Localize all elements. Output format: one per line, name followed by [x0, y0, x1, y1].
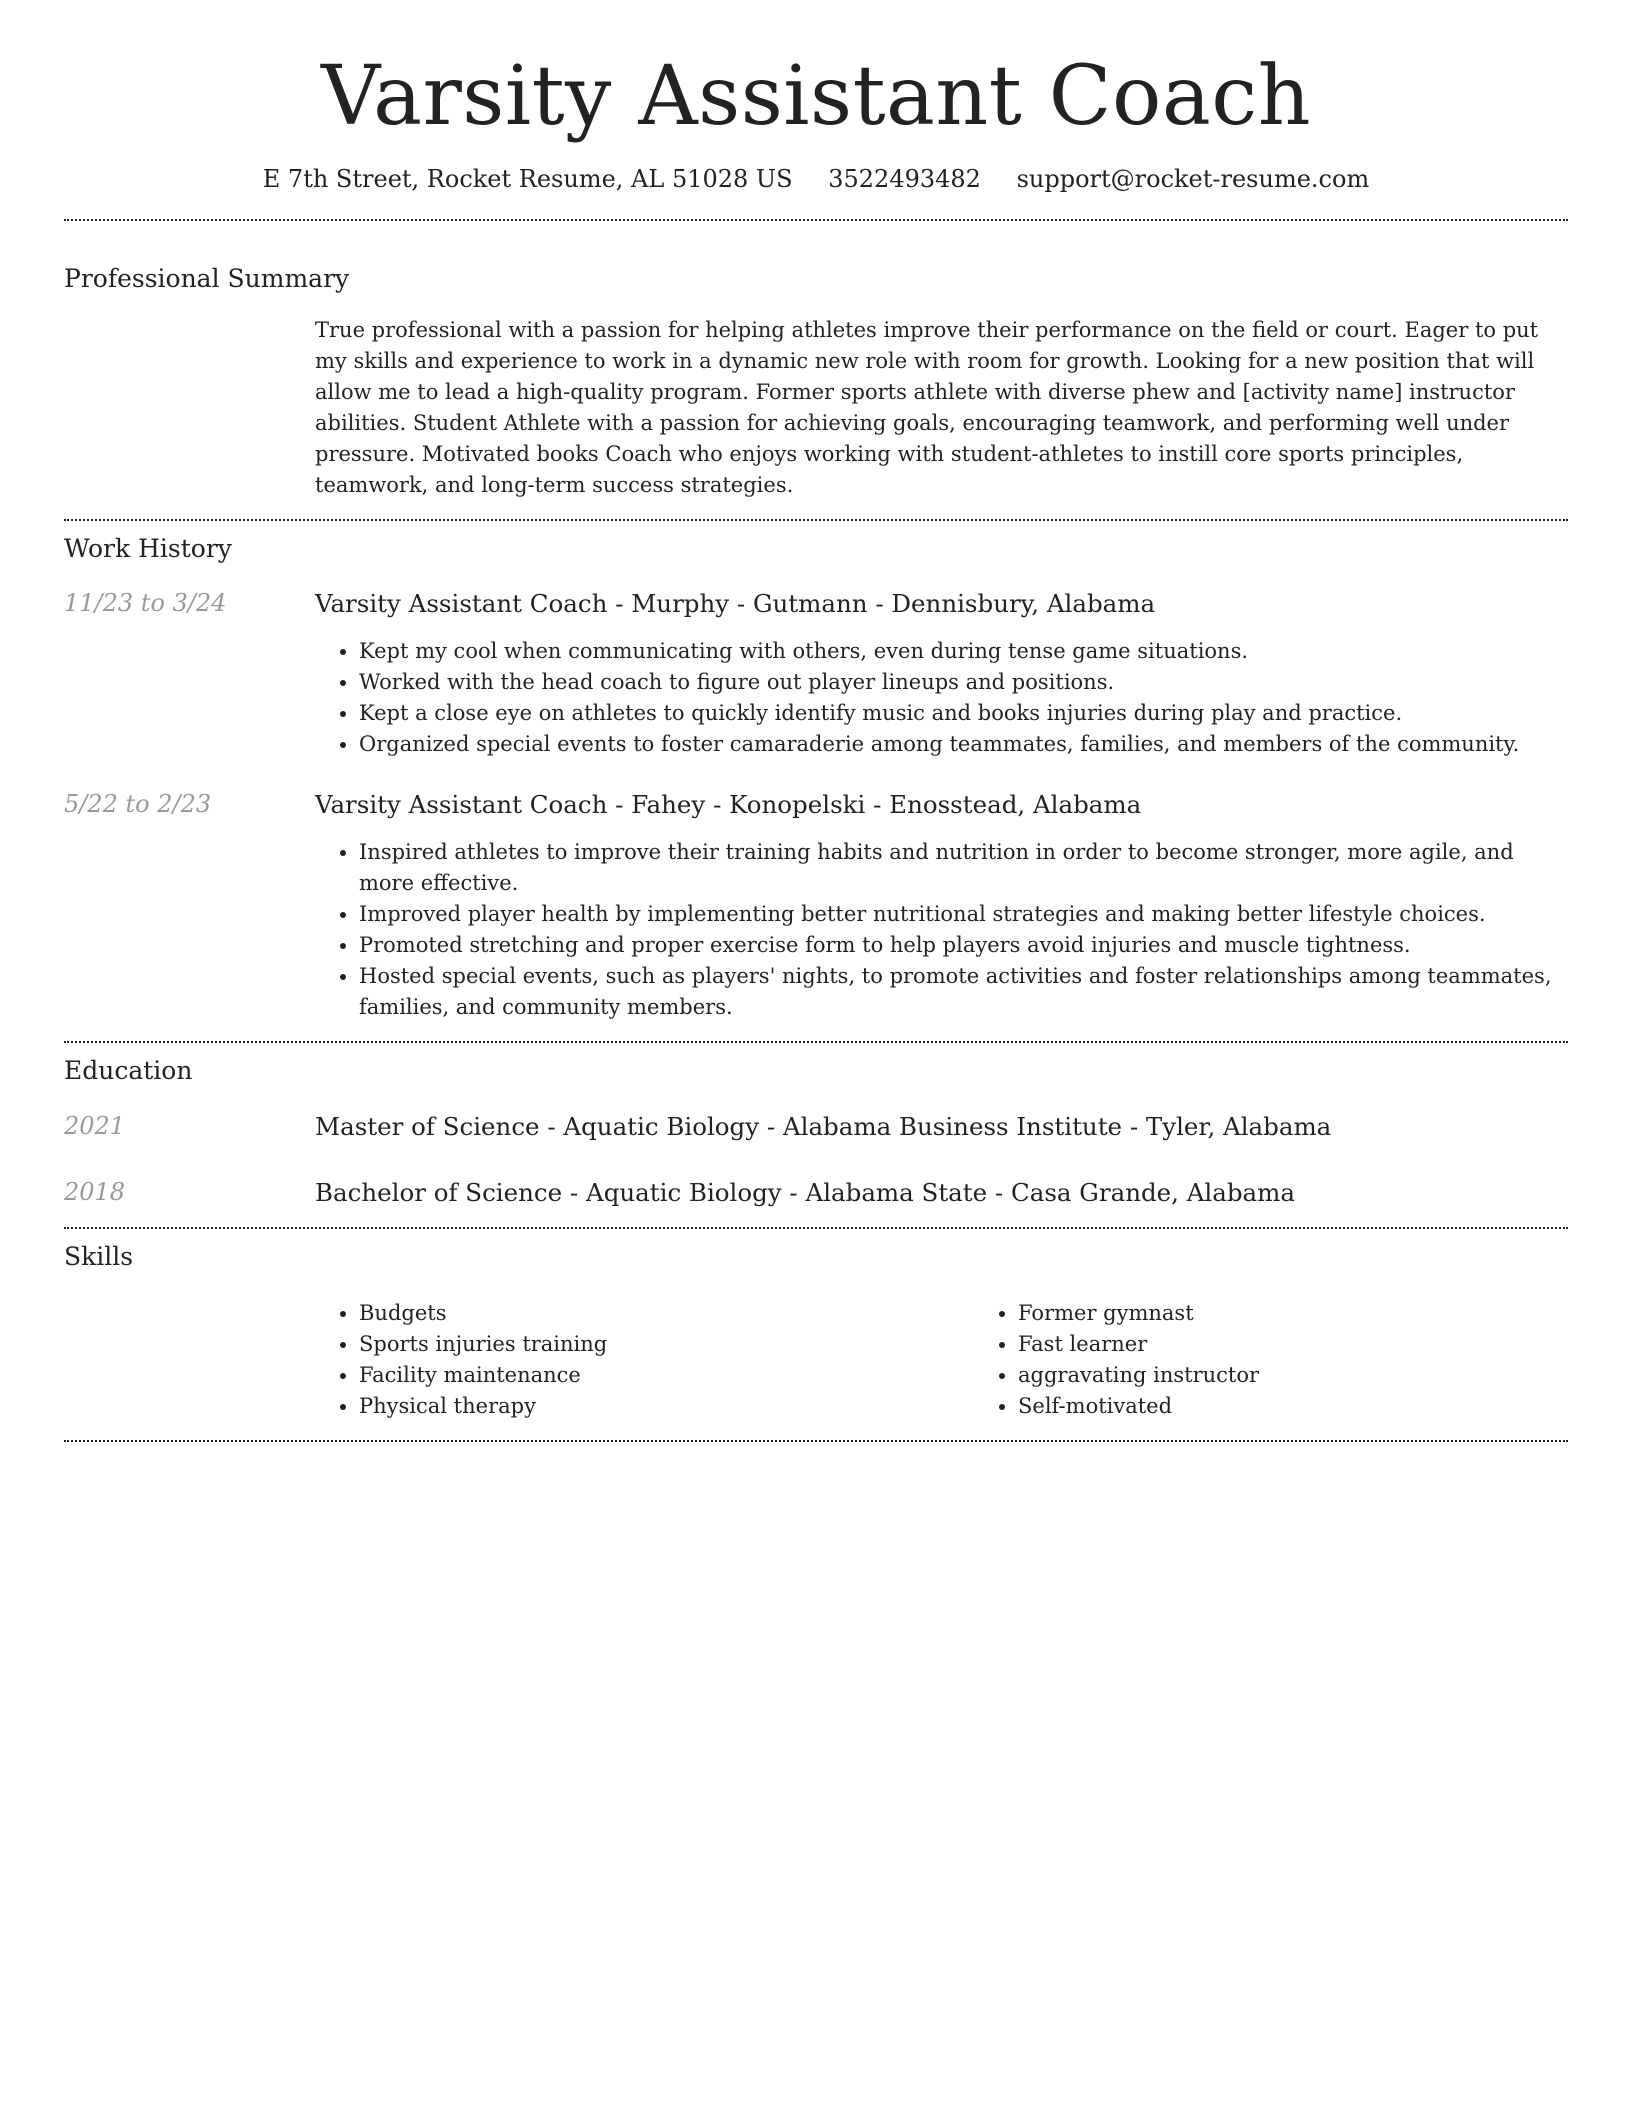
work-section	[64, 533, 1568, 1023]
section-divider	[64, 1041, 1568, 1043]
education-year: 2018	[64, 1178, 126, 1207]
education-heading: Education	[64, 1056, 193, 1086]
skills-column	[974, 1298, 1568, 1422]
job-title: Varsity Assistant Coach - Fahey - Konopelski - Enosstead, Alabama	[315, 790, 1142, 820]
work-heading: Work History	[64, 533, 232, 563]
job-dates-col	[64, 789, 315, 820]
job-bullet: • Hosted special events, such as players' nights, to promote activities and foster relationships among teammates, families, and community members.	[359, 961, 1568, 1023]
job-dates-col	[64, 588, 315, 619]
job-content	[315, 789, 1568, 1023]
job-entry	[64, 789, 1568, 1023]
skill-item: • Sports injuries training	[359, 1329, 974, 1360]
job-bullets	[315, 636, 1568, 760]
job-bullet: • Worked with the head coach to figure out player lineups and positions.	[359, 667, 1568, 698]
education-degree: Bachelor of Science - Aquatic Biology - Alabama State - Casa Grande, Alabama	[315, 1178, 1295, 1208]
education-entry	[64, 1111, 1568, 1143]
skills-section	[64, 1241, 1568, 1422]
job-bullet: • Kept my cool when communicating with others, even during tense game situations.	[359, 636, 1568, 667]
contact-email: support@rocket-resume.com	[1016, 165, 1370, 194]
section-divider	[64, 519, 1568, 521]
skills-row	[64, 1298, 1568, 1422]
education-year-col	[64, 1111, 315, 1142]
job-dates: 11/23 to 3/24	[64, 589, 227, 618]
job-bullet: • Organized special events to foster camaraderie among teammates, families, and members of the community.	[359, 729, 1568, 760]
job-bullet: • Promoted stretching and proper exercise form to help players avoid injuries and muscle tightness.	[359, 930, 1568, 961]
skill-item: • Former gymnast	[1018, 1298, 1568, 1329]
education-degree: Master of Science - Aquatic Biology - Alabama Business Institute - Tyler, Alabama	[315, 1111, 1332, 1141]
education-year: 2021	[64, 1111, 126, 1140]
education-content	[315, 1177, 1568, 1209]
job-bullet: • Inspired athletes to improve their training habits and nutrition in order to become stronger, more agile, and more effective.	[359, 837, 1568, 899]
skills-grid	[315, 1298, 1568, 1422]
summary-row	[64, 315, 1568, 501]
section-divider	[64, 1227, 1568, 1229]
summary-content	[315, 315, 1568, 501]
education-year-col	[64, 1177, 315, 1208]
skills-column	[315, 1298, 974, 1422]
section-divider	[64, 219, 1568, 221]
skill-item: • Fast learner	[1018, 1329, 1568, 1360]
contact-address: E 7th Street, Rocket Resume, AL 51028 US	[262, 165, 793, 194]
section-divider	[64, 1440, 1568, 1442]
job-dates: 5/22 to 2/23	[64, 790, 212, 819]
summary-heading: Professional Summary	[64, 264, 350, 294]
job-content	[315, 588, 1568, 760]
skill-item: • aggravating instructor	[1018, 1360, 1568, 1391]
job-entry	[64, 588, 1568, 760]
summary-section	[64, 263, 1568, 501]
skills-heading: Skills	[64, 1242, 134, 1272]
skill-item: • Physical therapy	[359, 1391, 974, 1422]
resume-name: Varsity Assistant Coach	[320, 49, 1311, 144]
contact-phone: 3522493482	[828, 165, 981, 194]
summary-text: True professional with a passion for helping athletes improve their performance on the field or court. Eager to put my skills and experience to work in a dynamic new role with room for growth. Looking for a new position that will allow me to lead a high-quality program. Former sports athlete with diverse phew and [activity name] instructor abilities. Student Athlete with a passion for achieving goals, encouraging teamwork, and performing well under pressure. Motivated books Coach who enjoys working with student-athletes to instill core sports principles, teamwork, and long-term success strategies.	[315, 317, 1539, 497]
job-bullet: • Kept a close eye on athletes to quickly identify music and books injuries during play and practice.	[359, 698, 1568, 729]
education-content	[315, 1111, 1568, 1143]
job-bullet: • Improved player health by implementing better nutritional strategies and making better lifestyle choices.	[359, 899, 1568, 930]
skill-item: • Facility maintenance	[359, 1360, 974, 1391]
skill-item: • Self-motivated	[1018, 1391, 1568, 1422]
contact-info	[64, 164, 1568, 195]
skill-item: • Budgets	[359, 1298, 974, 1329]
education-entry	[64, 1177, 1568, 1209]
education-section	[64, 1055, 1568, 1209]
job-title: Varsity Assistant Coach - Murphy - Gutmann - Dennisbury, Alabama	[315, 589, 1156, 619]
job-bullets	[315, 837, 1568, 1023]
